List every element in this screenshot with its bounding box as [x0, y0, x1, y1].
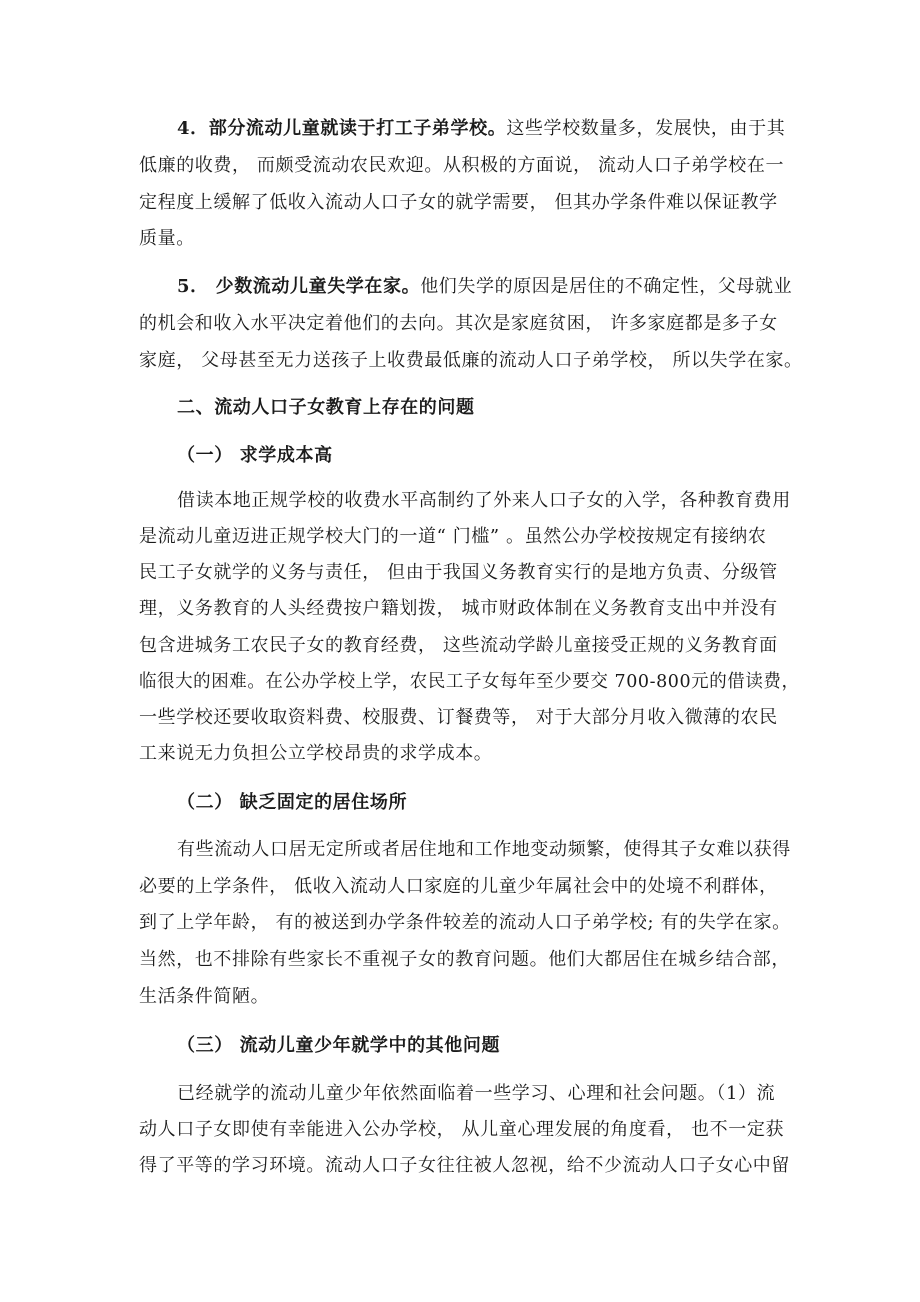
cost-line-2: 是流动儿童迈进正规学校大门的一道“ 门槛” 。虽然公办学校按规定有接纳农: [139, 526, 767, 547]
item-4-title: 4．部分流动儿童就读于打工子弟学校。: [177, 118, 507, 139]
residence-line-2: 必要的上学条件， 低收入流动人口家庭的儿童少年属社会中的处境不利群体，: [139, 876, 778, 897]
item-5-line-3: 家庭， 父母甚至无力送孩子上收费最低廉的流动人口子弟学校， 所以失学在家。: [139, 350, 803, 371]
residence-line-1: 有些流动人口居无定所或者居住地和工作地变动频繁，使得其子女难以获得: [177, 839, 791, 860]
item-5-line-2: 的机会和收入水平决定着他们的去向。其次是家庭贫困， 许多家庭都是多子女: [139, 313, 778, 334]
residence-line-3: 到了上学年龄， 有的被送到办学条件较差的流动人口子弟学校; 有的失学在家。: [139, 912, 791, 933]
item-4-line-3: 定程度上缓解了低收入流动人口子女的就学需要， 但其办学条件难以保证教学: [139, 192, 778, 213]
subheading-residence: （二） 缺乏固定的居住场所: [177, 792, 408, 813]
cost-line-4: 理，义务教育的人头经费按户籍划拨， 城市财政体制在义务教育支出中并没有: [139, 598, 778, 619]
item-4-line-4: 质量。: [139, 228, 195, 249]
cost-line-7: 一些学校还要收取资料费、校服费、订餐费等， 对于大部分月收入微薄的农民: [139, 707, 778, 728]
cost-line-3: 民工子女就学的义务与责任， 但由于我国义务教育实行的是地方负责、分级管: [139, 562, 778, 583]
other-line-2: 动人口子女即使有幸能进入公办学校， 从儿童心理发展的角度看， 也不一定获: [139, 1119, 785, 1140]
item-4-text: 这些学校数量多，发展快，由于其: [506, 118, 786, 139]
item-4-line-2: 低廉的收费， 而颇受流动农民欢迎。从积极的方面说， 流动人口子弟学校在一: [139, 155, 785, 176]
section-heading: 二、流动人口子女教育上存在的问题: [177, 397, 475, 418]
cost-line-8: 工来说无力负担公立学校昂贵的求学成本。: [139, 743, 493, 764]
cost-line-1: 借读本地正规学校的收费水平高制约了外来人口子女的入学，各种教育费用: [177, 490, 791, 511]
item-5-text: 他们失学的原因是居住的不确定性，父母就业: [420, 276, 793, 297]
subheading-other: （三） 流动儿童少年就学中的其他问题: [177, 1035, 501, 1056]
cost-line-6: 临很大的困难。在公办学校上学，农民工子女每年至少要交 700-800元的借读费，: [139, 671, 800, 692]
item-5-title: 5． 少数流动儿童失学在家。: [177, 276, 421, 297]
residence-line-4: 当然，也不排除有些家长不重视子女的教育问题。他们大都居住在城乡结合部，: [139, 949, 790, 970]
other-line-3: 得了平等的学习环境。流动人口子女往往被人忽视，给不少流动人口子女心中留: [139, 1155, 790, 1176]
subheading-cost: （一） 求学成本高: [177, 445, 333, 466]
item-4-line-1: [177, 117, 785, 141]
item-5-line-1: [177, 275, 792, 299]
other-line-1: 已经就学的流动儿童少年依然面临着一些学习、心理和社会问题。（1）流: [177, 1083, 776, 1104]
cost-line-5: 包含进城务工农民子女的教育经费， 这些流动学龄儿童接受正规的义务教育面: [139, 635, 778, 656]
residence-line-5: 生活条件简陋。: [139, 986, 270, 1007]
